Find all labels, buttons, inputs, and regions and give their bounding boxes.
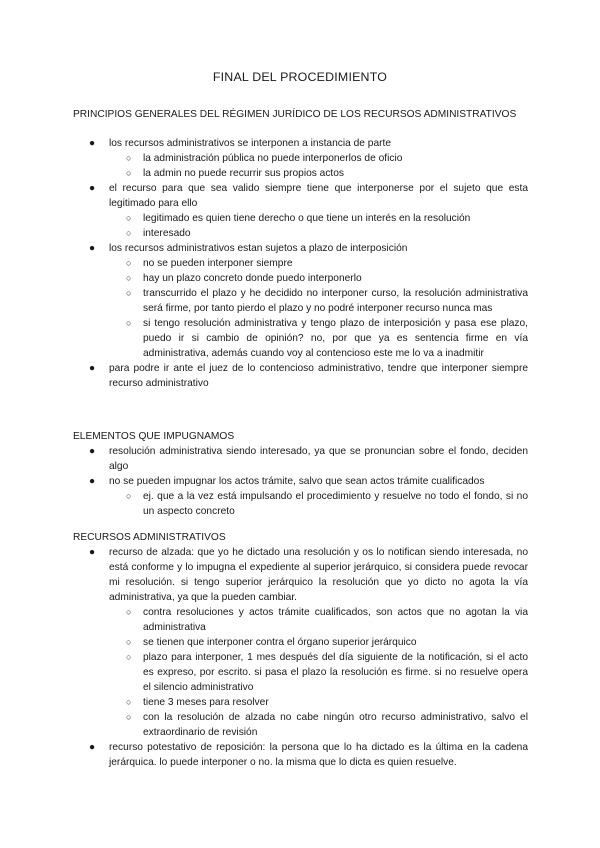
sub-list-item: ○ la administración pública no puede interponerlos de oficio [126,153,403,164]
bullet-icon: ● [89,476,96,487]
bullet-icon: ● [89,742,96,753]
hollow-bullet-icon: ○ [126,607,132,617]
bullet-icon: ● [89,243,96,254]
sub-list-item: ○ legitimado es quien tiene derecho o que tiene un interés en la resolución [126,213,471,224]
hollow-bullet-icon: ○ [126,697,132,707]
hollow-bullet-icon: ○ [126,491,132,501]
hollow-bullet-icon: ○ [126,637,132,647]
sub-list-item: ○ tiene 3 meses para resolver [126,697,269,708]
section-list-elementos [73,444,528,519]
sub-list-item: ○ no se pueden interponer siempre [126,258,293,269]
list-item: ● los recursos administrativos estan sujetos a plazo de interposición [89,243,408,254]
section-list-recursos [73,545,528,770]
hollow-bullet-icon: ○ [126,213,132,223]
hollow-bullet-icon: ○ [126,288,132,298]
sub-list-item: ○ transcurrido el plazo y he decidido no interponer curso, la resolución administrativa será firme, por tanto pierdo el plazo y no podré interponer recurso nunca mas [126,288,528,314]
list-item: ● para podre ir ante el juez de lo contencioso administrativo, tendre que interponer siempre recurso administrativo [89,363,528,389]
section-heading-principios: PRINCIPIOS GENERALES DEL RÉGIMEN JURÍDICO DE LOS RECURSOS ADMINISTRATIVOS [73,109,517,120]
hollow-bullet-icon: ○ [126,228,132,238]
sub-list-item: ○ plazo para interponer, 1 mes después del día siguiente de la notificación, si el acto es expreso, por escrito. si pasa el plazo la resolución es firme. si no resuelve opera el silencio administrativo [126,652,528,693]
list-item: ● recurso potestativo de reposición: la persona que lo ha dictado es la última en la cadena jerárquica. lo puede interponer o no. la misma que lo dicta es quien resuelve. [89,742,528,768]
sub-list-item: ○ la admin no puede recurrir sus propios actos [126,168,345,179]
document-title: FINAL DEL PROCEDIMIENTO [212,70,388,84]
section-heading-elementos: ELEMENTOS QUE IMPUGNAMOS [73,431,235,442]
bullet-icon: ● [89,446,96,457]
bullet-icon: ● [89,138,96,149]
sub-list-item: ○ con la resolución de alzada no cabe ningún otro recurso administrativo, salvo el extraordinario de revisión [126,712,528,738]
hollow-bullet-icon: ○ [126,153,132,163]
list-item: ● no se pueden impugnar los actos trámite, salvo que sean actos trámite cualificados [89,476,485,487]
hollow-bullet-icon: ○ [126,318,132,328]
hollow-bullet-icon: ○ [126,273,132,283]
hollow-bullet-icon: ○ [126,712,132,722]
section-list-principios [73,136,528,391]
sub-list-item: ○ interesado [126,228,191,239]
sub-list-item: ○ contra resoluciones y actos trámite cualificados, son actos que no agotan la via administrativa [126,607,528,633]
hollow-bullet-icon: ○ [126,652,132,662]
sub-list-item: ○ ej. que a la vez está impulsando el procedimiento y resuelve no todo el fondo, si no un aspecto concreto [126,491,528,517]
sub-list-item: ○ hay un plazo concreto donde puedo interponerlo [126,273,362,284]
list-item: ● los recursos administrativos se interponen a instancia de parte [89,138,392,149]
sub-list-item: ○ si tengo resolución administrativa y tengo plazo de interposición y pasa ese plazo, puedo ir si cambio de opinión? no, por que ya es sentencia firme en vía administrativa, además cuando voy al contencioso este me lo va a inadmitir [126,318,528,359]
list-item: ● resolución administrativa siendo interesado, ya que se pronuncian sobre el fondo, deciden algo [89,446,528,472]
section-heading-recursos: RECURSOS ADMINISTRATIVOS [73,532,226,543]
bullet-icon: ● [89,183,96,194]
list-item: ● el recurso para que sea valido siempre tiene que interponerse por el sujeto que esta legitimado para ello [89,183,528,209]
bullet-icon: ● [89,547,96,558]
hollow-bullet-icon: ○ [126,168,132,178]
list-item: ● recurso de alzada: que yo he dictado una resolución y os lo notifican siendo interesada, no está conforme y lo impugna el expediente al superior jerárquico, si considera puede revocar mi resolución. si tengo superior jerárquico la resolución que yo dicto no agota la vía administrativa, ya que la pueden cambiar. [89,547,528,603]
sub-list-item: ○ se tienen que interponer contra el órgano superior jerárquico [126,637,417,648]
hollow-bullet-icon: ○ [126,258,132,268]
bullet-icon: ● [89,363,96,374]
